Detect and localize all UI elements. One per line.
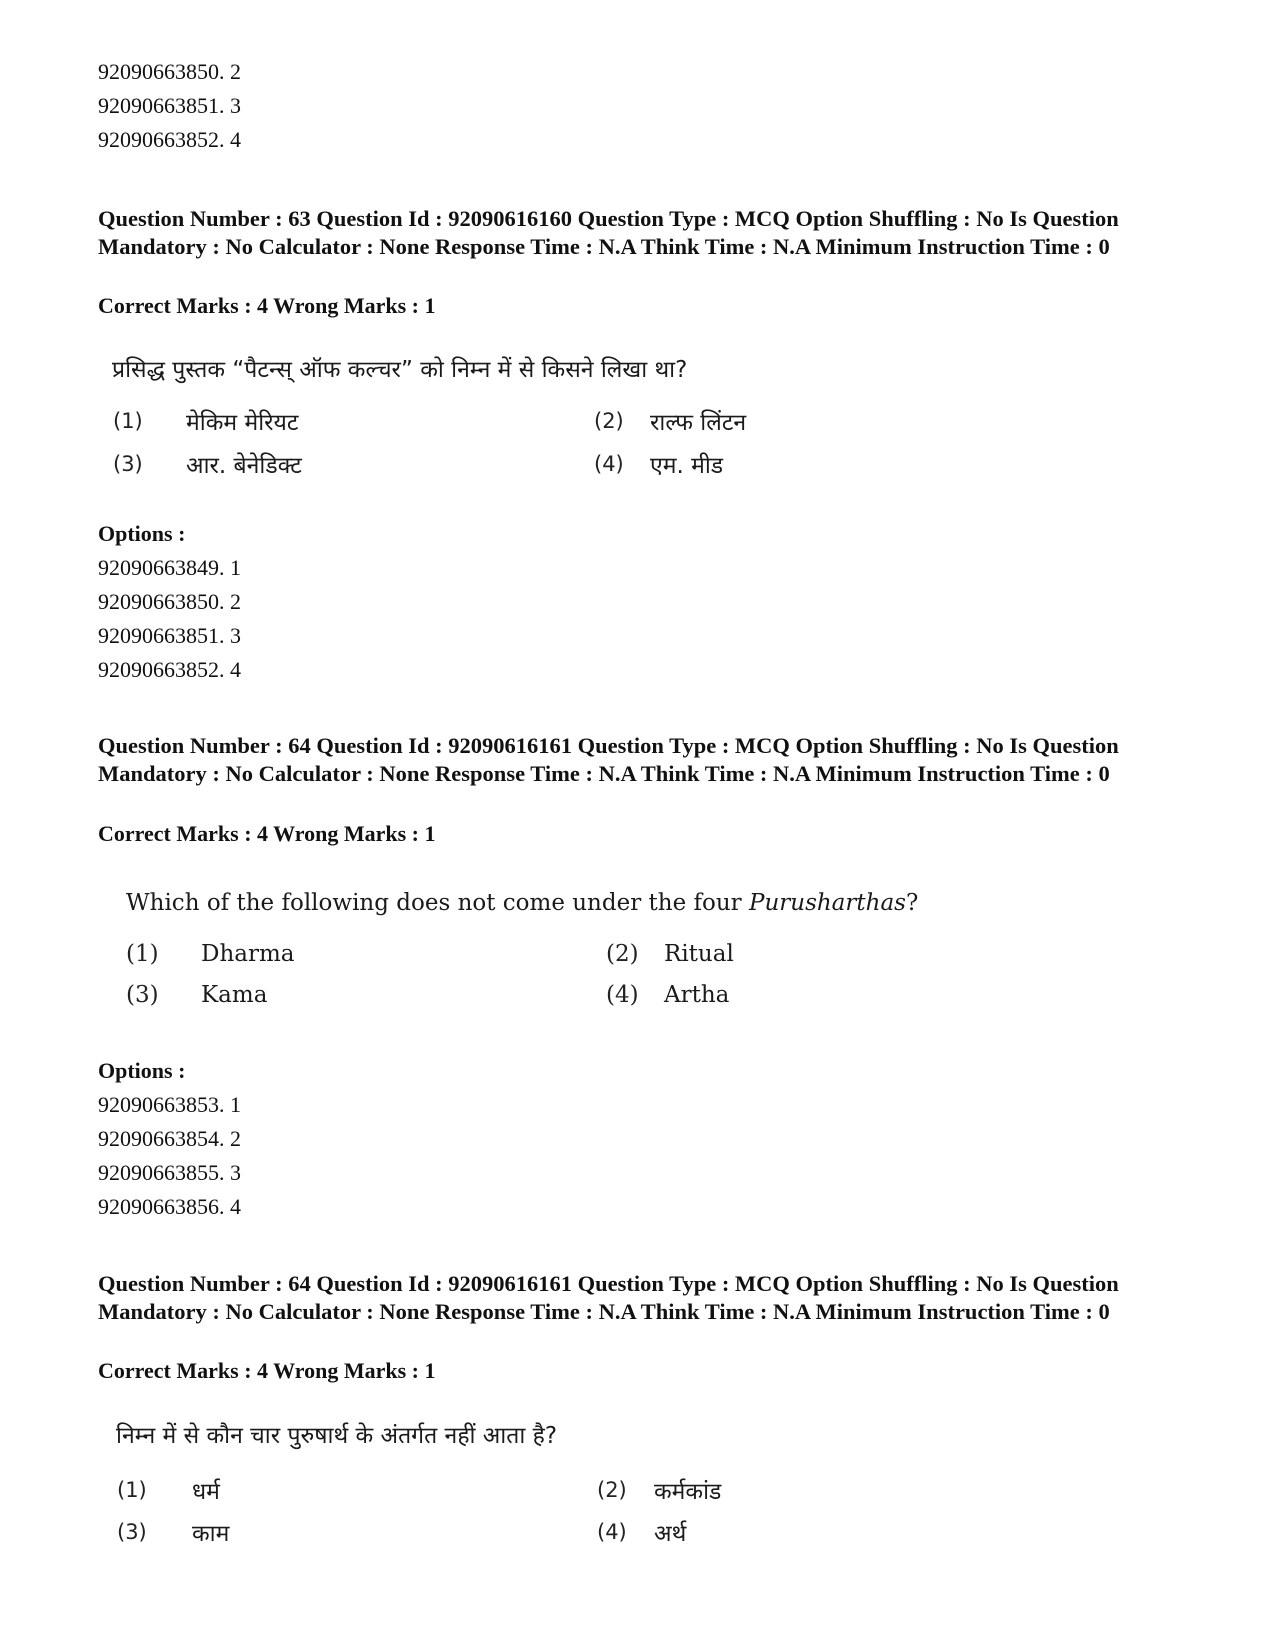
option-line: 92090663851. 3	[98, 623, 241, 648]
option-line: 92090663855. 3	[98, 1160, 241, 1185]
option-line: 92090663854. 2	[98, 1126, 241, 1151]
choice-text: Ritual	[664, 941, 734, 967]
option-line: 92090663852. 4	[98, 657, 241, 682]
choice-text: अर्थ	[654, 1521, 687, 1547]
choice-text: Dharma	[201, 941, 295, 967]
question-63-meta: Question Number : 63 Question Id : 92090616160 Question Type : MCQ Option Shuffling : No Is Question Mandatory : No Calculator : None Response Time : N.A Think Time : N.A Minimum Instruction Time : 0	[98, 206, 1119, 259]
option-line: 92090663852. 4	[98, 127, 241, 152]
choice-text: Artha	[664, 982, 730, 1008]
question-64-text: Which of the following does not come under the four Purusharthas?	[126, 890, 919, 916]
question-64-hindi-text: निम्न में से कौन चार पुरुषार्थ के अंतर्गत नहीं आता है?	[116, 1423, 558, 1449]
question-64-hindi-meta: Question Number : 64 Question Id : 92090616161 Question Type : MCQ Option Shuffling : No Is Question Mandatory : No Calculator : None Response Time : N.A Think Time : N.A Minimum Instruction Time : 0	[98, 1271, 1119, 1324]
choice-number: (1)	[126, 941, 159, 967]
choice-text: कर्मकांड	[654, 1479, 722, 1505]
choice-text: एम. मीड	[650, 453, 724, 479]
choice-number: (4)	[594, 452, 624, 476]
choice-text: राल्फ लिंटन	[650, 410, 747, 436]
option-line: 92090663850. 2	[98, 59, 241, 84]
choice-number: (3)	[113, 452, 143, 476]
choice-number: (3)	[117, 1520, 147, 1544]
choice-number: (4)	[597, 1520, 627, 1544]
choice-number: (2)	[597, 1478, 627, 1502]
choice-number: (2)	[606, 941, 639, 967]
question-64-marks: Correct Marks : 4 Wrong Marks : 1	[98, 821, 436, 846]
choice-number: (1)	[113, 409, 143, 433]
question-64-meta: Question Number : 64 Question Id : 92090616161 Question Type : MCQ Option Shuffling : No Is Question Mandatory : No Calculator : None Response Time : N.A Think Time : N.A Minimum Instruction Time : 0	[98, 733, 1119, 786]
choice-text: मेकिम मेरियट	[186, 410, 299, 436]
choice-number: (4)	[606, 982, 639, 1008]
options-label: Options :	[98, 521, 186, 546]
option-line: 92090663850. 2	[98, 589, 241, 614]
choice-number: (1)	[117, 1478, 147, 1502]
option-line: 92090663851. 3	[98, 93, 241, 118]
option-line: 92090663853. 1	[98, 1092, 241, 1117]
choice-text: धर्म	[192, 1479, 220, 1505]
question-63-text: प्रसिद्ध पुस्तक “पैटन्स् ऑफ कल्चर” को निम्न में से किसने लिखा था?	[112, 357, 688, 383]
question-64-hindi-marks: Correct Marks : 4 Wrong Marks : 1	[98, 1358, 436, 1383]
option-line: 92090663849. 1	[98, 555, 241, 580]
choice-text: आर. बेनेडिक्ट	[186, 453, 302, 479]
options-label: Options :	[98, 1058, 186, 1083]
choice-number: (3)	[126, 982, 159, 1008]
question-63-marks: Correct Marks : 4 Wrong Marks : 1	[98, 293, 436, 318]
choice-number: (2)	[594, 409, 624, 433]
option-line: 92090663856. 4	[98, 1194, 241, 1219]
choice-text: Kama	[201, 982, 268, 1008]
choice-text: काम	[192, 1521, 230, 1547]
